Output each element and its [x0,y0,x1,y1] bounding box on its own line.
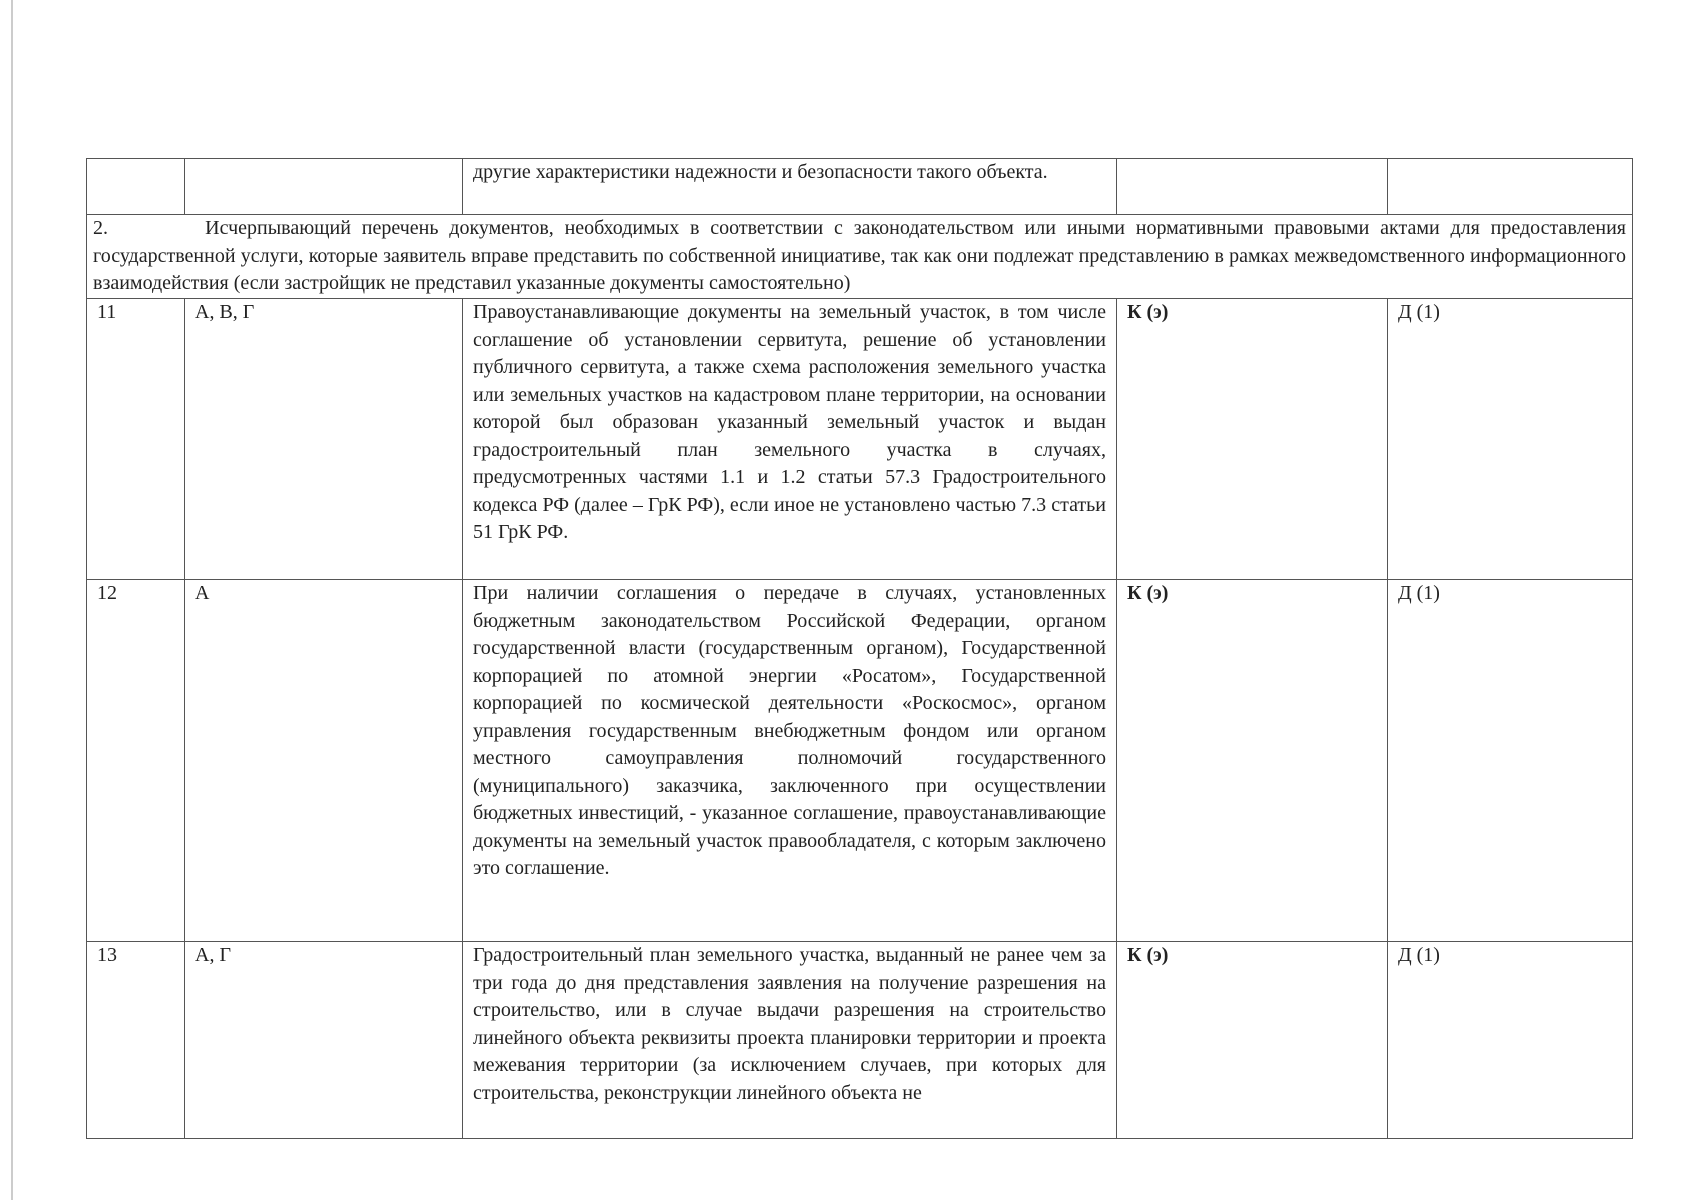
row-groups: А [185,580,463,942]
row-form: К (э) [1117,299,1388,580]
row-form: К (э) [1117,580,1388,942]
row-number: 12 [87,580,185,942]
row-form [1117,159,1388,215]
row-groups: А, В, Г [185,299,463,580]
row-groups: А, Г [185,942,463,1139]
row-count: Д (1) [1388,580,1633,942]
row-number [87,159,185,215]
row-text: При наличии соглашения о передаче в случаях, установленных бюджетным законодательством Российской Федерации, органом государственной власти (государственным органом), Государственной корпорацией по атомной энергии «Росатом», Государственной корпорацией по космической деятельности «Роскосмос», органом управления государственным внебюджетным фондом или органом местного самоуправления полномочий государственного (муниципального) заказчика, заключенного при осуществлении бюджетных инвестиций, - указанное соглашение, правоустанавливающие документы на земельный участок правообладателя, с которым заключено это соглашение. [463,580,1117,942]
table-row [87,580,1633,942]
row-groups [185,159,463,215]
row-number: 13 [87,942,185,1139]
table-row [87,299,1633,580]
scan-margin-line [11,0,13,1200]
row-number: 11 [87,299,185,580]
table-row [87,942,1633,1139]
table-row [87,159,1633,215]
row-text: Градостроительный план земельного участка, выданный не ранее чем за три года до дня представления заявления на получение разрешения на строительство, или в случае выдачи разрешения на строительство линейного объекта реквизиты проекта планировки территории и проекта межевания территории (за исключением случаев, при которых для строительства, реконструкции линейного объекта не [463,942,1117,1139]
row-text: Правоустанавливающие документы на земельный участок, в том числе соглашение об установлении сервитута, решение об установлении публичного сервитута, а также схема расположения земельного участка или земельных участков на кадастровом плане территории, на основании которой был образован указанный земельный участок и выдан градостроительный план земельного участка в случаях, предусмотренных частями 1.1 и 1.2 статьи 57.3 Градостроительного кодекса РФ (далее – ГрК РФ), если иное не установлено частью 7.3 статьи 51 ГрК РФ. [463,299,1117,580]
row-count: Д (1) [1388,299,1633,580]
section-heading: 2. Исчерпывающий перечень документов, необходимых в соответствии с законодательством или иными нормативными правовыми актами для предоставления государственной услуги, которые заявитель вправе представить по собственной инициативе, так как они подлежат представлению в рамках межведомственного информационного взаимодействия (если застройщик не представил указанные документы самостоятельно) [87,215,1633,299]
section-header-row [87,215,1633,299]
row-text: другие характеристики надежности и безопасности такого объекта. [463,159,1117,215]
row-count [1388,159,1633,215]
row-count: Д (1) [1388,942,1633,1139]
row-form: К (э) [1117,942,1388,1139]
documents-table [86,158,1633,1139]
